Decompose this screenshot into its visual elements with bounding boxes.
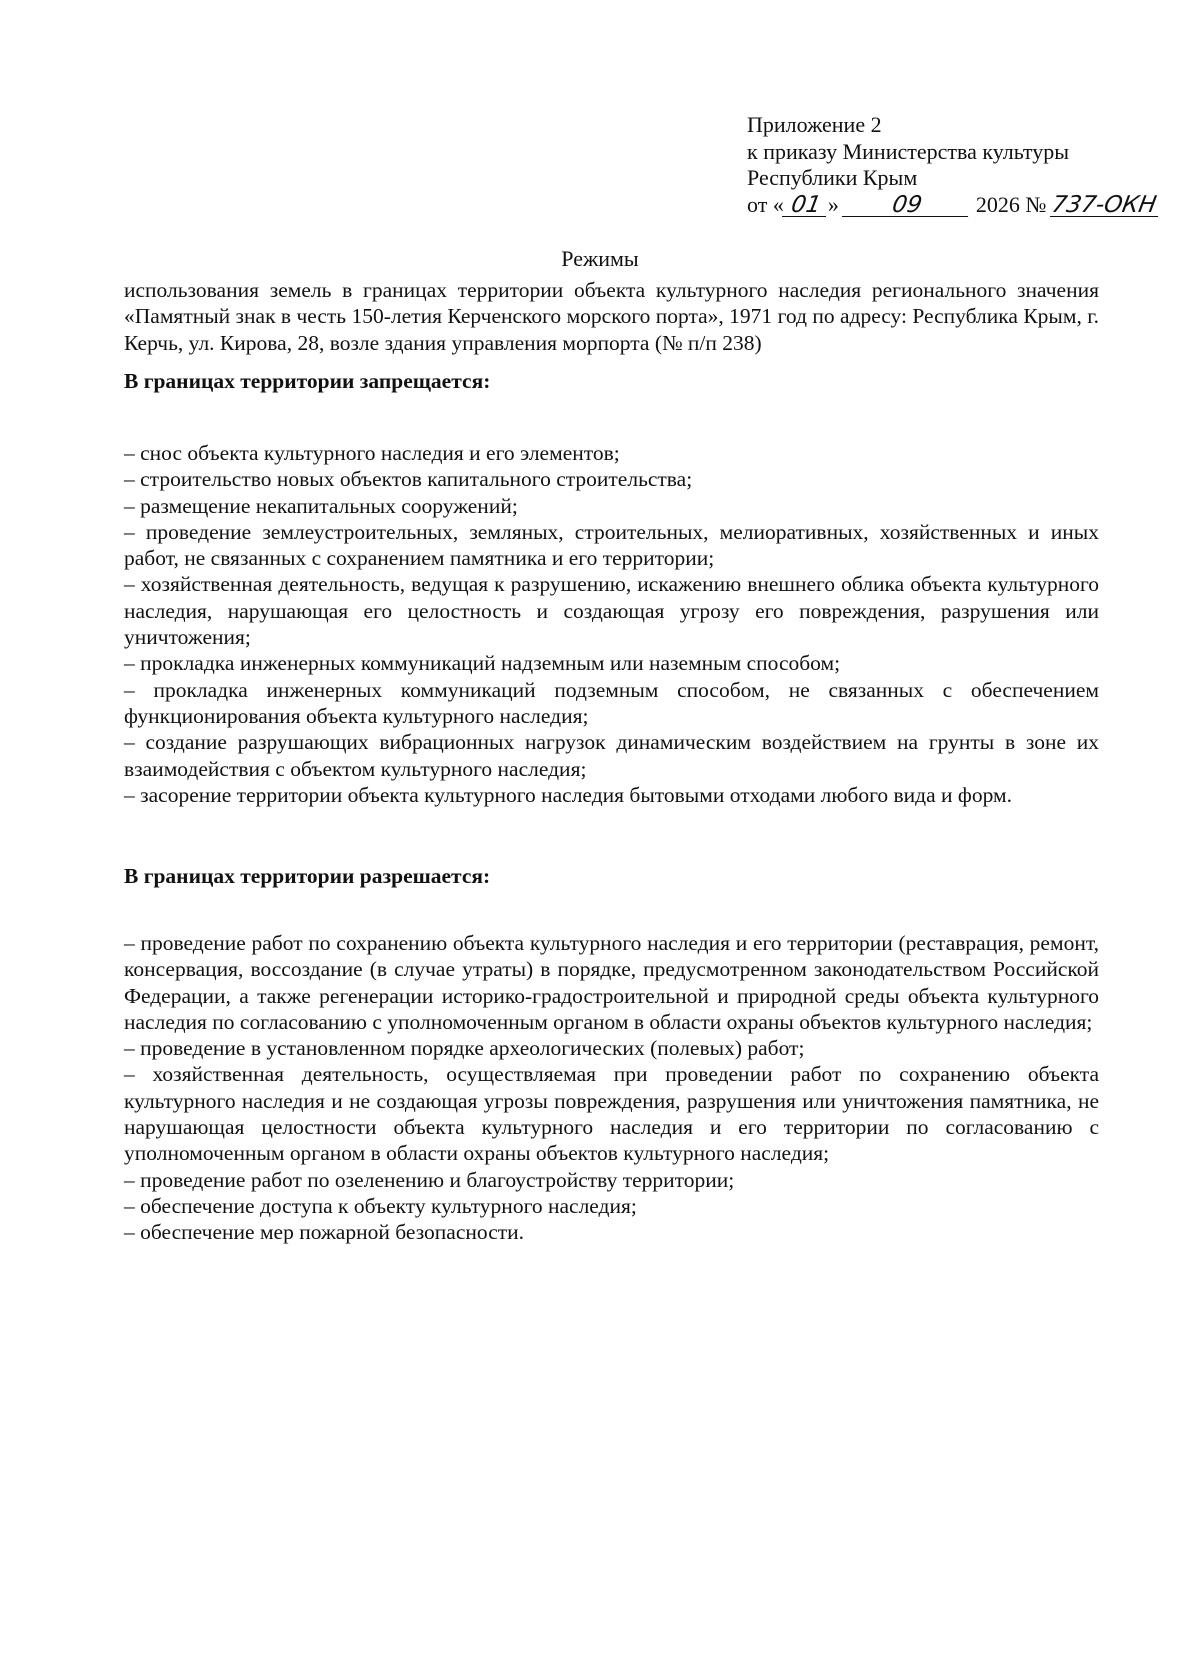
handwritten-month: 09 xyxy=(842,194,972,217)
handwritten-order-number: 737-ОКН xyxy=(1050,194,1162,217)
list-item: – проведение землеустроительных, земляных, строительных, мелиоративных, хозяйственных и иных работ, не связанных с сохранением памятника и его территории; xyxy=(124,519,1099,571)
date-year-prefix: 2026 № xyxy=(975,191,1047,217)
list-item: – размещение некапитальных сооружений; xyxy=(124,493,518,518)
appendix-number: Приложение 2 xyxy=(747,112,882,137)
appendix-block xyxy=(747,112,1167,218)
list-item: – прокладка инженерных коммуникаций надземным или наземным способом; xyxy=(124,651,841,676)
date-prefix: от « xyxy=(747,191,784,217)
permitted-list xyxy=(124,930,1099,1246)
list-item: – хозяйственная деятельность, ведущая к разрушению, искажению внешнего облика объекта культурного наследия, нарушающая его целостность и создающая угрозу его повреждения, разрушения или уничтожения; xyxy=(124,572,1099,650)
prohibited-list xyxy=(124,440,1099,808)
list-item: – обеспечение доступа к объекту культурного наследия; xyxy=(124,1193,637,1218)
list-item: – прокладка инженерных коммуникаций подземным способом, не связанных с обеспечением функционирования объекта культурного наследия; xyxy=(124,677,1099,728)
list-item: – проведение в установленном порядке археологических (полевых) работ; xyxy=(124,1036,805,1061)
list-item: – строительство новых объектов капитального строительства; xyxy=(124,467,693,492)
list-item: – создание разрушающих вибрационных нагрузок динамическим воздействием на грунты в зоне их взаимодействия с объектом культурного наследия; xyxy=(124,730,1099,781)
document-intro: использования земель в границах территории объекта культурного наследия регионального значения «Памятный знак в честь 150-летия Керченского морского порта», 1971 год по адресу: Республика Крым, г. Керчь, ул. Кирова, 28, возле здания управления морпорта (№ п/п 238) xyxy=(124,278,1099,355)
prohibited-heading: В границах территории запрещается: xyxy=(124,369,491,393)
list-item: – снос объекта культурного наследия и его элементов; xyxy=(124,441,620,465)
list-item: – обеспечение мер пожарной безопасности. xyxy=(124,1220,525,1245)
permitted-heading: В границах территории разрешается: xyxy=(124,864,491,888)
appendix-order-ref: к приказу Министерства культуры xyxy=(747,138,1070,164)
handwritten-day: 01 xyxy=(782,194,830,217)
appendix-republic: Республики Крым xyxy=(747,165,918,190)
list-item: – проведение работ по озеленению и благоустройству территории; xyxy=(124,1167,735,1192)
date-day-suffix: » xyxy=(827,191,839,217)
document-title: Режимы xyxy=(561,246,639,271)
list-item: – проведение работ по сохранению объекта культурного наследия и его территории (реставрация, ремонт, консервация, воссоздание (в случае утраты) в порядке, предусмотренном законодательством Российской Федерации, а также регенерации историко-градостроительной и природной среды объекта культурного наследия по согласованию с уполномоченным органом в области охраны объектов культурного наследия; xyxy=(124,931,1099,1034)
list-item: – засорение территории объекта культурного наследия бытовыми отходами любого вида и форм. xyxy=(124,782,1012,807)
appendix-date-line xyxy=(747,192,1167,219)
list-item: – хозяйственная деятельность, осуществляемая при проведении работ по сохранению объекта культурного наследия и не создающая угрозы повреждения, разрушения или уничтожения памятника, не нарушающая целостности объекта культурного наследия и его территории по согласованию с уполномоченным органом в области охраны объектов культурного наследия; xyxy=(124,1062,1099,1166)
